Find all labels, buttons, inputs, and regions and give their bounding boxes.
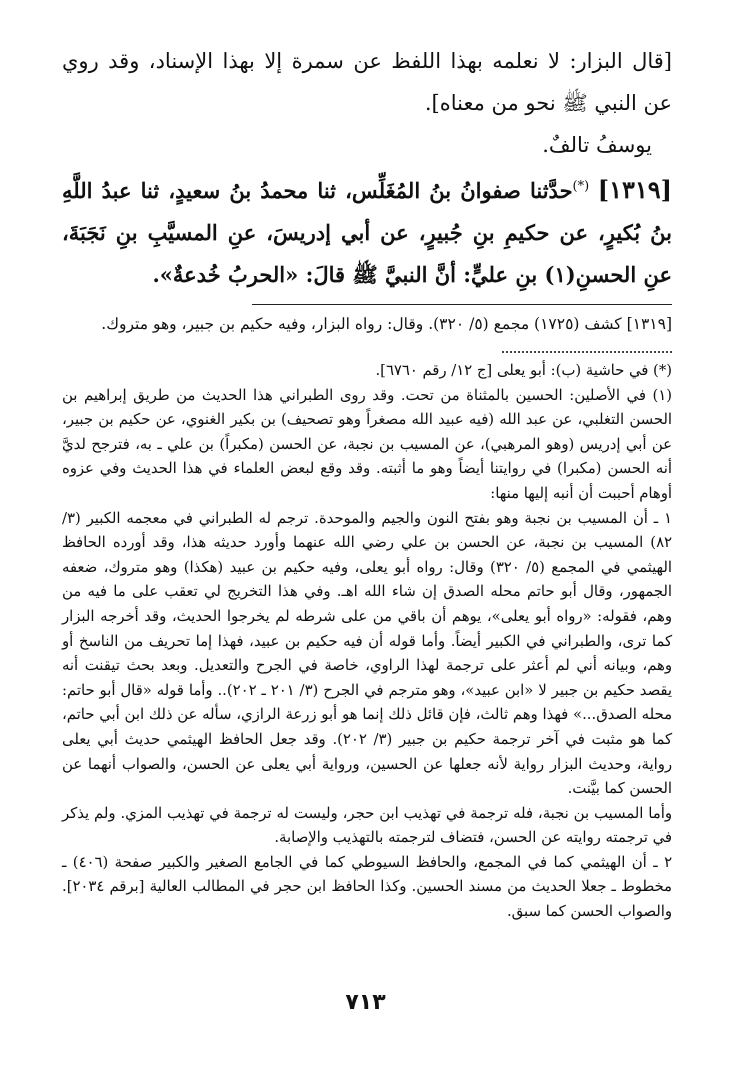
footnote-divider: [502, 351, 672, 353]
main-text: [62, 40, 672, 296]
hadith-paragraph: [62, 166, 672, 296]
main-paragraph-2: يوسفُ تالفٌ.: [542, 133, 652, 157]
page-body: [62, 40, 672, 925]
hadith-text: حدَّثنا صفوانُ بنُ المُغَلِّس، ثنا محمدُ بنُ سعيدٍ، ثنا عبدُ اللَّهِ بنُ بُكيرٍ، عن حكيمِ بنِ جُبيرٍ، عن أبي إدريسَ، عنِ المسيَّبِ بنِ نَجَبَةَ، عنِ الحسنِ(١) بنِ عليٍّ: أنَّ النبيَّ ﷺ قالَ: «الحربُ خُدعةٌ».: [62, 178, 672, 287]
footnote-1-point-1b: وأما المسيب بن نجبة، فله ترجمة في تهذيب ابن حجر، وليست له ترجمة في تهذيب المزي. ولم يذكر في ترجمته روايته عن الحسن، فتضاف لترجمته بالتهذيب والإصابة.: [62, 804, 672, 847]
footnote-1-point-2: ٢ ـ أن الهيثمي كما في المجمع، والحافظ السيوطي كما في الجامع الصغير والكبير صفحة (٤٠٦) ـ مخطوط ـ جعلا الحديث من مسند الحسين. وكذا الحافظ ابن حجر في المطالب العالية [برقم ٢٠٣٤]. والصواب الحسن كما سبق.: [62, 853, 673, 921]
footnote-1-intro: (١) في الأصلين: الحسين بالمثناة من تحت. وقد روى الطبراني هذا الحديث من طريق إبراهيم بن الحسن التغلبي، عن عبد الله (فيه عبيد الله مصغراً وهو تصحيف) بن بكير الغنوي، عن حكيم بن جبير، عن أبي إدريس (وهو المرهبي)، عن المسيب بن نجبة، عن الحسن (مكبراً) بن علي ـ به، فترجح لديَّ أنه الحسن (مكبرا) في روايتنا أيضاً وهو ما أثبته. وقد وقع لبعض العلماء في هذا الحديث وفي عزوه أوهام أحببت أن أنبه إليها منها:: [62, 386, 672, 502]
reference-divider: [252, 304, 672, 305]
main-paragraph-1: [قال البزار: لا نعلمه بهذا اللفظ عن سمرة إلا بهذا الإسناد، وقد روي عن النبي ﷺ نحو من معناه].: [62, 49, 672, 115]
footnotes: [62, 359, 672, 925]
hadith-number: [١٣١٩]: [597, 175, 672, 204]
reference-line: [١٣١٩] كشف (١٧٢٥) مجمع (٥/ ٣٢٠). وقال: رواه البزار، وفيه حكيم بن جبير، وهو متروك.: [101, 315, 672, 333]
footnote-1-point-1: ١ ـ أن المسيب بن نجبة وهو بفتح النون والجيم والموحدة. ترجم له الطبراني في معجمه الكبير (٣/ ٨٢) المسيب بن نجبة، عن الحسن بن علي رضي الله عنهما وأورد حديثه هذا، وقد أورده الحافظ الهيثمي في المجمع (٥/ ٣٢٠) وقال: رواه أبو يعلى، وفيه حكيم بن عبيد (هكذا) وهو متروك، ضعفه الجمهور، وقال أبو حاتم محله الصدق إن شاء الله اهـ. وفي هذا التخريج لي تعقب على ما فيه من وهم، فقوله: «رواه أبو يعلى»، يوهم أن باقي من على شرطه لم يخرجوا الحديث، وقد أخرجه البزار كما ترى، والطبراني في الكبير أيضاً. وأما قوله أن فيه حكيم بن عبيد، فهذا إما تحريف من الناسخ أو وهم، وبيانه أني لم أعثر على ترجمة لهذا الراوي، خاصة في الجرح والتعديل. وبعد بحث تيقنت أنه يقصد حكيم بن جبير لا «ابن عبيد»، وهو مترجم في الجرح (٣/ ٢٠١ ـ ٢٠٢).. وأما قوله «قال أبو حاتم: محله الصدق...» فهذا وهم ثالث، فإن قائل ذلك إنما هو أبو زرعة الرازي، سأله عن ذلك ابن أبي حاتم، كما هو مثبت في آخر ترجمة حكيم بن جبير (٣/ ٢٠٢). وقد جعل الحافظ الهيثمي حديث أبي يعلى رواية، وحديث البزار رواية لأنه جعلها عن الحسين، ورواية أبي يعلى عن الحسن، والصواب أنهما عن الحسن كما بيَّنت.: [62, 509, 673, 798]
hadith-marker: (*): [572, 179, 590, 194]
page-number: ٧١٣: [345, 990, 386, 1015]
footnote-star: (*) في حاشية (ب): أبو يعلى [ج ١٢/ رقم ٦٧٦٠].: [375, 362, 672, 379]
